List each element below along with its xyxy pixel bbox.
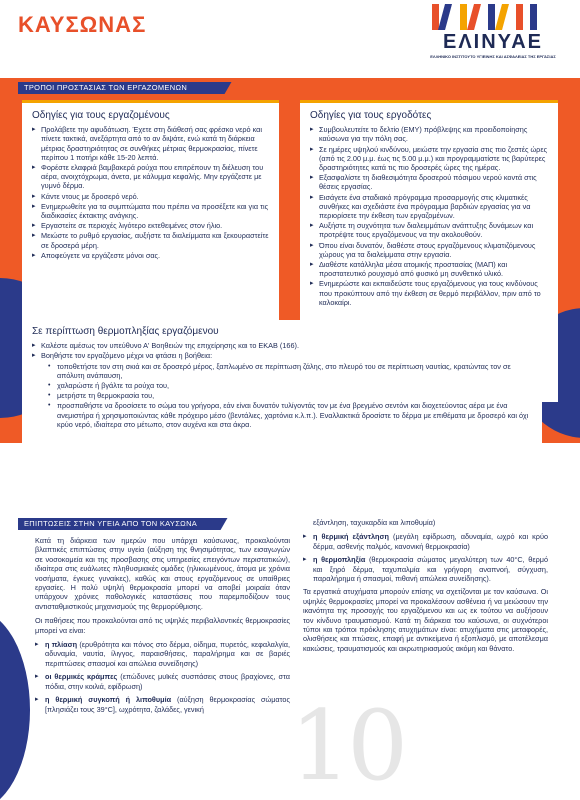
condition-desc: (επώδυνες μυϊκές συσπάσεις στους βραχίονες, στα πόδια, στην κοιλιά, εφίδρωση) <box>45 672 290 691</box>
employers-heading: Οδηγίες για τους εργοδότες <box>310 110 432 121</box>
list-item: ▸ Καλέστε αμέσως τον υπεύθυνο Α' Βοηθειών της επιχείρησης και το ΕΚΑΒ (166). <box>32 341 532 350</box>
workers-list <box>32 125 269 260</box>
health-list-intro: Οι παθήσεις που προκαλούνται από τις υψηλές περιβαλλοντικές θερμοκρασίες μπορεί να είναι: <box>35 616 290 635</box>
health-column-left <box>35 536 290 718</box>
logo-name: ΕΛΙΝΥΑΕ <box>443 31 543 53</box>
list-item: ▸ Συμβουλευτείτε το δελτίο (ΕΜΥ) πρόβλεψης και προειδοποίησης καύσωνα για την πόλη σας. <box>310 125 548 143</box>
list-item: ▸ Διαθέστε κατάλληλα μέσα ατομικής προστασίας (ΜΑΠ) και προστατευτικό ρουχισμό από φυσικό μη συνθετικό υλικό. <box>310 260 548 278</box>
condition-name: η θερμική εξάντληση <box>313 532 389 542</box>
list-item <box>303 532 548 551</box>
first-aid-sublist <box>32 362 532 429</box>
condition-desc: (θερμοκρασία σώματος μεγαλύτερη των 40°C, θερμό και ξηρό δέρμα, ταχυπαλμία και γρήγορη αναπνοή, σύγχυση, παραλήρημα ή σπασμοί, πιθανή απώλεια συνείδησης). <box>313 555 549 584</box>
logo-stripes-icon <box>430 4 540 30</box>
list-item: • μετρήστε τη θερμοκρασία του, <box>48 391 532 400</box>
list-item: ▸ Εισάγετε ένα σταδιακό πρόγραμμα προσαρμογής στις κλιματικές συνθήκες και σχεδιάστε ένα πρόγραμμα βαρδιών εργασίας για να περιορίσετε την έκθεση των εργαζομένων. <box>310 193 548 221</box>
list-item: ▸ Ενημερωθείτε για τα συμπτώματα που πρέπει να προσέξετε και για τις διαδικασίες έκτακτης ανάγκης. <box>32 202 269 220</box>
first-aid-list <box>32 341 532 360</box>
list-item: ▸ Ενημερώστε και εκπαιδεύστε τους εργαζόμενους για τους κινδύνους που προκύπτουν από την έκθεση σε θερμό περιβάλλον, πριν από το καλοκαίρι. <box>310 279 548 307</box>
logo-subtitle: ΕΛΛΗΝΙΚΟ ΙΝΣΤΙΤΟΥΤΟ ΥΓΙΕΙΝΗΣ ΚΑΙ ΑΣΦΑΛΕΙΑΣ ΤΗΣ ΕΡΓΑΣΙΑΣ <box>430 54 556 59</box>
list-item: • προσπαθήστε να δροσίσετε το σώμα του γρήγορα, εάν είναι δυνατόν τυλίγοντάς τον με ένα βρεγμένο σεντόνι και διοχετεύοντας αέρα με ένα ανεμιστήρα ή χρησιμοποιώντας κάθε πρόχειρο μέσο (βεντάλιες, χαρτόνια κ.λ.π.). Εναλλακτικά δροσίστε το δέρμα με επιθέματα με δροσερό και όχι κρύο νερό, ιδιαίτερα στο μέτωπο, στον αυχένα και στα άκρα. <box>48 401 532 429</box>
section-label-protection: ΤΡΟΠΟΙ ΠΡΟΣΤΑΣΙΑΣ ΤΩΝ ΕΡΓΑΖΟΜΕΝΩΝ <box>18 82 218 94</box>
list-item: ▸ Βοηθήστε τον εργαζόμενο μέχρι να φτάσει η βοήθεια: <box>32 351 532 360</box>
list-item: ▸ Φορέστε ελαφριά βαμβακερά ρούχα που επιτρέπουν τη διέλευση του αέρα, ανοιχτόχρωμα, άνετα, με κάλυμμα κεφαλής. Μην εργάζεστε με γυμνό δέρμα. <box>32 163 269 191</box>
health-intro: Κατά τη διάρκεια των ημερών που υπάρχει καύσωνας, προκαλούνται βλαπτικές επιπτώσεις στην υγεία (αύξηση της θνησιμότητας, των εισαγωγών σε νοσοκομεία και της προσβασης στις υπηρεσίες επειγόντων περιστατικών), ιδιαίτερα στις ευάλωτες πληθυσμιακές ομάδες (ηλικιωμένους, άτομα με χρόνια νοσήματα, έγκυες γυναίκες), καθώς και στους εργαζόμενους σε υπαίθριες εργασίες. Η πολύ υψηλή θερμοκρασία μπορεί να αποβεί μοιραία όταν υπάρχουν χρόνιες παθολογικές καταστάσεις που παρεμποδίζουν τους αντισταθμιστικούς μηχανισμούς της θερμορύθμισης. <box>35 536 290 611</box>
condition-desc: (μεγάλη εφίδρωση, αδυναμία, ωχρό και κρύο δέρμα, ασθενής παλμός, κανονική θερμοκρασία) <box>313 532 549 551</box>
page-title: ΚΑΥΣΩΝΑΣ <box>18 12 147 37</box>
list-item: ▸ Αυξήστε τη συχνότητα των διαλειμμάτων ανάπτυξης δυνάμεων και προτρέψτε τους εργαζόμενους να την ακολουθούν. <box>310 221 548 239</box>
condition-desc: (αύξηση θερμοκρασίας σώματος [πλησιάζει τους 39°C], ωχρότητα, ζαλάδες, γενική <box>45 695 290 714</box>
health-column-right <box>303 518 548 658</box>
list-item <box>303 555 548 583</box>
health-closing: Τα εργατικά ατυχήματα μπορούν επίσης να σχετίζονται με τον καύσωνα. Οι υψηλές θερμοκρασίες μπορεί να προκαλέσουν ασθένεια ή να μειώσουν την ικανότητα της προσοχής του εργαζόμενου και ως εκ τούτου να αυξήσουν τον κίνδυνο τραυματισμού. Κατά τη διάρκεια του καύσωνα, οι συχνότεροι τύποι και τρόποι πρόκλησης ατυχημάτων είναι: ατυχήματα στις μεταφορές, ολισθήσεις και πτώσεις, επαφή με αντικείμενα ή εξοπλισμό, με αποτέλεσμα κακώσεις, τραυματισμούς και ακρωτηριασμούς ακόμη και θάνατο. <box>303 587 548 653</box>
list-item: ▸ Προλάβετε την αφυδάτωση. Έχετε στη διάθεσή σας φρέσκο νερό και πίνετε τακτικά, ανεξάρτητα από το αν διψάτε, ενώ κατά τη διάρκεια μέτριας δραστηριότητας σε συνθήκες μέτριας θερμοκρασίας, πίνετε περίπου 1 ποτήρι κάθε 15-20 λεπτά. <box>32 125 269 162</box>
list-item: ▸ Μειώστε το ρυθμό εργασίας, αυξήστε τα διαλείμματα και ξεκουραστείτε σε δροσερά μέρη. <box>32 231 269 249</box>
list-item: ▸ Κάντε ντους με δροσερό νερό. <box>32 192 269 201</box>
list-item: ▸ Εξασφαλίστε τη διαθεσιμότητα δροσερού πόσιμου νερού κοντά στις θέσεις εργασίας. <box>310 173 548 191</box>
condition-name: οι θερμικές κράμπες <box>45 672 118 682</box>
page-number: 10 <box>290 690 405 800</box>
condition-continuation: εξάντληση, ταχυκαρδία και λιποθυμία) <box>313 518 436 527</box>
workers-guidelines-box <box>22 100 279 322</box>
condition-name: η θερμική συγκοπή ή λιποθυμία <box>45 695 172 705</box>
first-aid-box <box>22 320 542 502</box>
list-item: ▸ Όπου είναι δυνατόν, διαθέστε στους εργαζόμενους κλιματιζόμενους χώρους για τα διαλείμματα στην εργασία. <box>310 241 548 259</box>
section-label-health: ΕΠΙΠΤΩΣΕΙΣ ΣΤΗΝ ΥΓΕΙΑ ΑΠΟ ΤΟΝ ΚΑΥΣΩΝΑ <box>18 518 214 530</box>
decorative-circle-bottom <box>0 610 30 800</box>
employers-list <box>310 125 548 307</box>
list-item: • χαλαρώστε ή βγάλτε τα ρούχα του, <box>48 381 532 390</box>
condition-name: η θερμοπληξία <box>313 555 366 565</box>
condition-desc: (ερυθρότητα και πόνος στο δέρμα, οίδημα, πυρετός, κεφαλαλγία, αδυναμία, ναυτία, ίλιγγος, παραισθήσεις, παραλήρημα και σε βαριές περιπτώσεις σπασμοί και απώλεια συνείδησης) <box>45 640 290 668</box>
workers-heading: Οδηγίες για τους εργαζομένους <box>32 110 170 121</box>
list-item: ▸ Εργαστείτε σε περιοχές λιγότερο εκτεθειμένες στον ήλιο. <box>32 221 269 230</box>
page-header <box>0 0 580 78</box>
condition-name: η πλίαση <box>45 640 78 650</box>
conditions-list <box>35 640 290 714</box>
list-item <box>35 640 290 668</box>
list-item <box>35 695 290 714</box>
elinyae-logo <box>418 4 568 64</box>
list-item <box>35 672 290 691</box>
conditions-list-right <box>303 532 548 583</box>
list-item: ▸ Σε ημέρες υψηλού κινδύνου, μειώστε την εργασία στις πιο ζεστές ώρες (από τις 2.00 μ.μ. έως τις 5.00 μ.μ.) και προγραμματίστε τις βαρύτερες δραστηριότητες κατά τις πιο δροσερές ώρες της ημέρας. <box>310 145 548 173</box>
first-aid-heading: Σε περίπτωση θερμοπληξίας εργαζόμενου <box>32 326 219 337</box>
list-item: • τοποθετήστε τον στη σκιά και σε δροσερό μέρος, ξαπλωμένο σε περίπτωση ζάλης, στο πλευρό του σε περίπτωση ναυτίας, κρατώντας τον σε απόλυτη ανάπαυση, <box>48 362 532 380</box>
health-section <box>0 510 580 800</box>
list-item: ▸ Αποφεύγετε να εργάζεστε μόνοι σας. <box>32 251 269 260</box>
